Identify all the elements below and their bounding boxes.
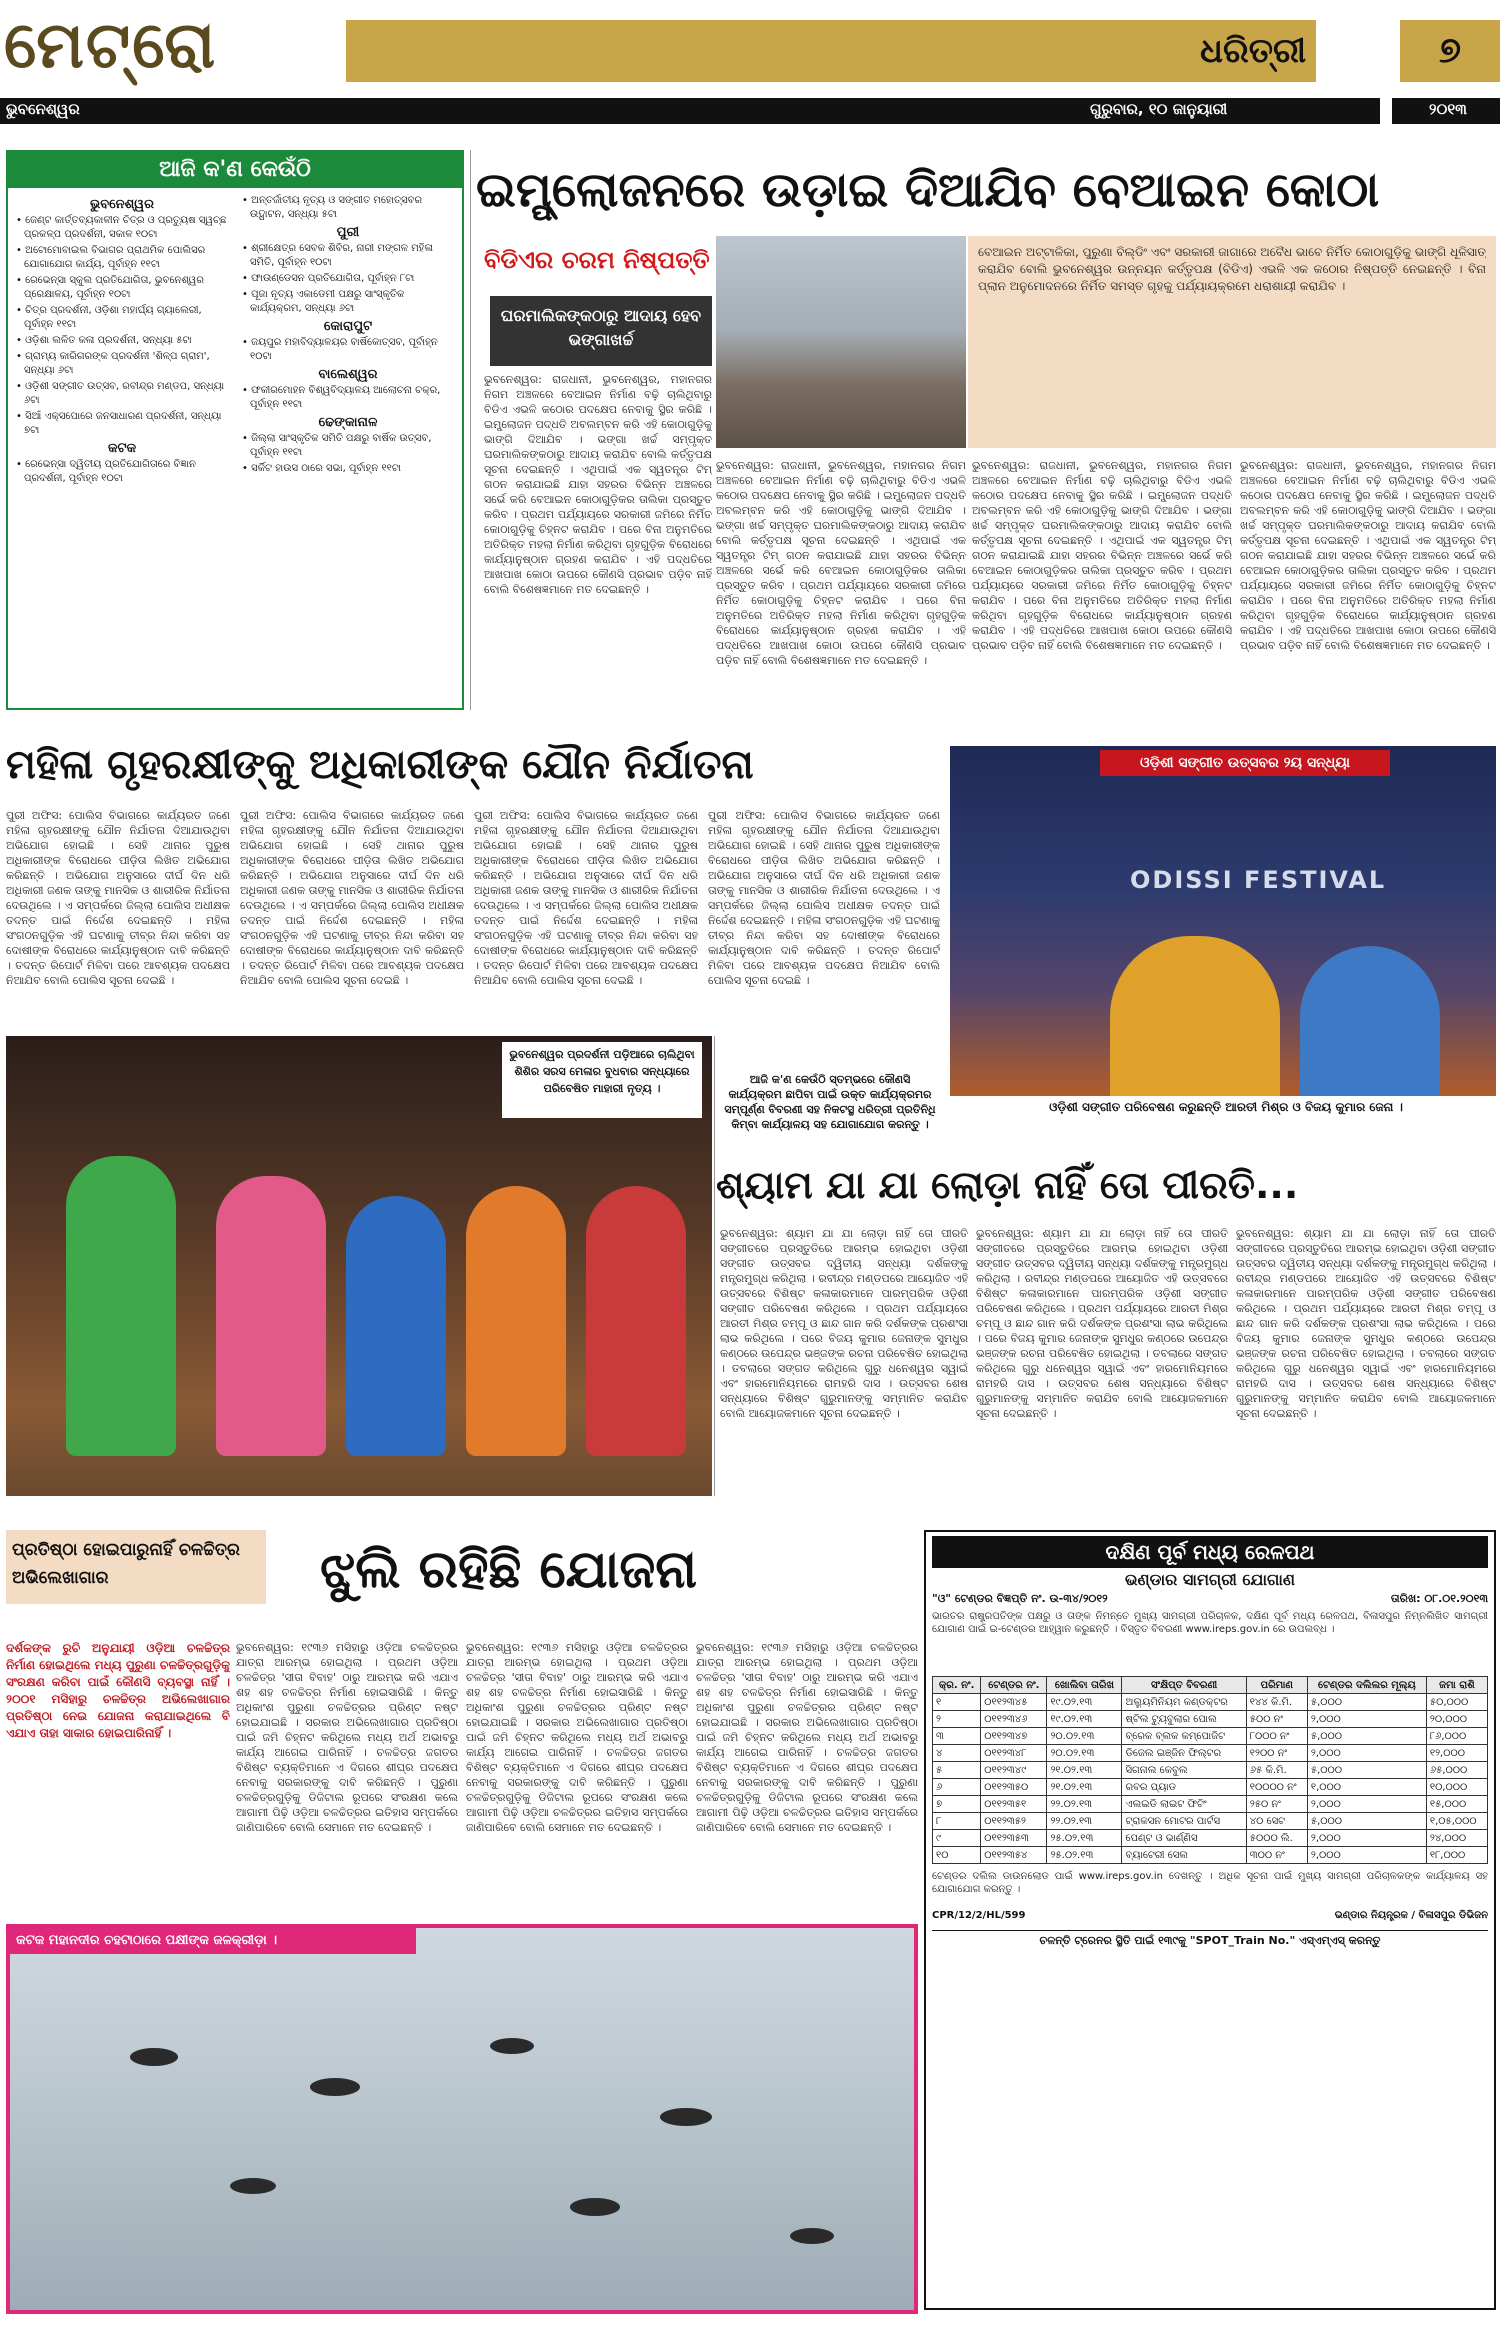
notice-box [716,1070,944,1160]
lead-photo-building [716,236,966,448]
tender-table [932,1676,1488,1864]
table-cell: ୧୦ [933,1847,981,1864]
lead-headline: ଇମ୍ପ୍ଲୋଜନରେ ଉଡ଼ାଇ ଦିଆଯିବ ବେଆଇନ କୋଠା [476,162,1380,218]
ad-tender-no: "ଓ" ଟେଣ୍ଡର ବିଜ୍ଞପ୍ତି ନଂ. ଉ-୩୪/୨୦୧୨ [932,1592,1108,1605]
ad-org: ଦକ୍ଷିଣ ପୂର୍ବ ମଧ୍ୟ ରେଳପଥ [932,1536,1488,1568]
birds-photo-caption: କଟକ ମହାନଦୀର ଚହଟାଠାରେ ପକ୍ଷୀଙ୍କ ଜଳକ୍ରୀଡ଼ା । [10,1928,416,1954]
ad-tender-date: ତାରିଖ: ୦୮.୦୧.୨୦୧୩ [1390,1592,1488,1605]
events-list-item: • ଓଡ଼ିଶା ଲଳିତ କଳା ପ୍ରଦର୍ଶନୀ, ସନ୍ଧ୍ୟା ୫ଟା [16,335,192,346]
table-cell: ୨୦,୦୦୦ [1426,1711,1487,1728]
table-cell: ୭ [933,1796,981,1813]
birds-photo [6,1924,918,2314]
table-cell: ୦୧୧୨୩୪୫ [981,1694,1047,1711]
table-cell: ୩ [933,1728,981,1745]
events-list-item: • ଚିତ୍ର ପ୍ରଦର୍ଶନୀ, ଓଡ଼ିଶା ମହାର୍ଘ୍ୟ ଗ୍ୟାଲେରୀ, ପୂର୍ବାହ୍ନ ୧୧ଟା [16,305,202,330]
dance-photo [6,1036,712,1496]
table-cell: ୧,୦୫,୦୦୦ [1426,1813,1487,1830]
table-cell: ୧ [933,1694,981,1711]
table-cell: ୦୧୧୨୩୫୧ [981,1796,1047,1813]
events-list-item: • ଫାଉଣ୍ଡେସନ ପ୍ରତିଯୋଗିତା, ପୂର୍ବାହ୍ନ ୮ଟା [242,273,415,284]
events-sidebar [6,150,464,710]
events-sidebar-body [8,188,462,492]
table-cell: ୧୯.୦୨.୧୩ [1047,1711,1122,1728]
lead-body-col-4: ଭୁବନେଶ୍ୱର: ରାଜଧାନୀ, ଭୁବନେଶ୍ୱର, ମହାନଗର ନିଗମ ଅଞ୍ଚଳରେ ବେଆଇନ ନିର୍ମାଣ ବଢ଼ି ଚାଲିଥିବାରୁ ବିଡିଏ ଏଭଳି କଠୋର ପଦକ୍ଷେପ ନେବାକୁ ସ୍ଥିର କରିଛି । ଇମ୍ପ୍ଲୋଜନ ପଦ୍ଧତି ଅବଲମ୍ବନ କରି ଏହି କୋଠାଗୁଡ଼ିକୁ ଭାଙ୍ଗି ଦିଆଯିବ । ଭଙ୍ଗା ଖର୍ଚ୍ଚ ସମ୍ପୃକ୍ତ ଘରମାଲିକଙ୍କଠାରୁ ଆଦାୟ କରାଯିବ ବୋଲି କର୍ତ୍ତୃପକ୍ଷ ସୂଚନା ଦେଇଛନ୍ତି । ଏଥିପାଇଁ ଏକ ସ୍ୱତନ୍ତ୍ର ଟିମ୍ ଗଠନ କରାଯାଇଛି ଯାହା ସହରର ବିଭିନ୍ନ ଅଞ୍ଚଳରେ ସର୍ଭେ କରି ବେଆଇନ କୋଠାଗୁଡ଼ିକର ତାଲିକା ପ୍ରସ୍ତୁତ କରିବ । ପ୍ରଥମ ପର୍ଯ୍ୟାୟରେ ସରକାରୀ ଜମିରେ ନିର୍ମିତ କୋଠାଗୁଡ଼ିକୁ ଚିହ୍ନଟ କରାଯିବ । ପରେ ବିନା ଅନୁମତିରେ ଅତିରିକ୍ତ ମହଲା ନିର୍ମାଣ କରିଥିବା ଗୃହଗୁଡ଼ିକ ବିରୋଧରେ କାର୍ଯ୍ୟାନୁଷ୍ଠାନ ଗ୍ରହଣ କରାଯିବ । ଏହି ପଦ୍ଧତିରେ ଆଖପାଖ କୋଠା ଉପରେ କୌଣସି ପ୍ରଭାବ ପଡ଼ିବ ନାହିଁ ବୋଲି ବିଶେଷଜ୍ଞମାନେ ମତ ଦେଇଛନ୍ତି । [1240,459,1496,652]
story3-headline: ଶ୍ୟାମ ଯା ଯା ଲୋଡ଼ା ନାହିଁ ତୋ ପୀରତି... [716,1163,1299,1207]
table-cell: ୫୦୦୦ ଲି. [1246,1830,1307,1847]
table-cell: ୧୪୪ କି.ମି. [1246,1694,1307,1711]
bird-4 [660,2108,712,2126]
table-cell: ୦୧୧୨୩୪୭ [981,1728,1047,1745]
table-row [933,1694,1488,1711]
table-cell: ୮୦୦୦ ନଂ [1246,1728,1307,1745]
story2-body-col-1: ପୁରୀ ଅଫିସ: ପୋଲିସ ବିଭାଗରେ କାର୍ଯ୍ୟରତ ଜଣେ ମହିଳା ଗୃହରକ୍ଷୀଙ୍କୁ ଯୌନ ନିର୍ଯାତନା ଦିଆଯାଉଥିବା ଅଭିଯୋଗ ହୋଇଛି । ସେହି ଥାନାର ପୁରୁଷ ଅଧିକାରୀଙ୍କ ବିରୋଧରେ ପୀଡ଼ିତା ଲିଖିତ ଅଭିଯୋଗ କରିଛନ୍ତି । ଅଭିଯୋଗ ଅନୁସାରେ ଦୀର୍ଘ ଦିନ ଧରି ଅଧିକାରୀ ଜଣକ ତାଙ୍କୁ ମାନସିକ ଓ ଶାରୀରିକ ନିର୍ଯାତନା ଦେଉଥିଲେ । ଏ ସମ୍ପର୍କରେ ଜିଲ୍ଲା ପୋଲିସ ଅଧୀକ୍ଷକ ତଦନ୍ତ ପାଇଁ ନିର୍ଦ୍ଦେଶ ଦେଇଛନ୍ତି । ମହିଳା ସଂଗଠନଗୁଡ଼ିକ ଏହି ଘଟଣାକୁ ତୀବ୍ର ନିନ୍ଦା କରିବା ସହ ଦୋଷୀଙ୍କ ବିରୋଧରେ କାର୍ଯ୍ୟାନୁଷ୍ଠାନ ଦାବି କରିଛନ୍ତି । ତଦନ୍ତ ରିପୋର୍ଟ ମିଳିବା ପରେ ଆବଶ୍ୟକ ପଦକ୍ଷେପ ନିଆଯିବ ବୋଲି ପୋଲିସ ସୂଚନା ଦେଇଛି । [6,809,230,987]
table-cell: ଡିଜେଲ ଇଞ୍ଜିନ ଫିଲ୍ଟର [1122,1745,1246,1762]
story4-headline: ଝୁଲି ରହିଛି ଯୋଜନା [320,1540,698,1600]
ad-signature: ଭଣ୍ଡାର ନିୟନ୍ତ୍ରକ / ବିଳାସପୁର ଡିଭିଜନ [1334,1910,1488,1921]
table-cell: ୨୫୦ ନଂ [1246,1796,1307,1813]
table-cell: ୮୬,୦୦୦ [1426,1728,1487,1745]
bird-2 [310,2078,360,2096]
music-photo-banner: ODISSI FESTIVAL [1130,866,1387,894]
story2-body-col-4: ପୁରୀ ଅଫିସ: ପୋଲିସ ବିଭାଗରେ କାର୍ଯ୍ୟରତ ଜଣେ ମହିଳା ଗୃହରକ୍ଷୀଙ୍କୁ ଯୌନ ନିର୍ଯାତନା ଦିଆଯାଉଥିବା ଅଭିଯୋଗ ହୋଇଛି । ସେହି ଥାନାର ପୁରୁଷ ଅଧିକାରୀଙ୍କ ବିରୋଧରେ ପୀଡ଼ିତା ଲିଖିତ ଅଭିଯୋଗ କରିଛନ୍ତି । ଅଭିଯୋଗ ଅନୁସାରେ ଦୀର୍ଘ ଦିନ ଧରି ଅଧିକାରୀ ଜଣକ ତାଙ୍କୁ ମାନସିକ ଓ ଶାରୀରିକ ନିର୍ଯାତନା ଦେଉଥିଲେ । ଏ ସମ୍ପର୍କରେ ଜିଲ୍ଲା ପୋଲିସ ଅଧୀକ୍ଷକ ତଦନ୍ତ ପାଇଁ ନିର୍ଦ୍ଦେଶ ଦେଇଛନ୍ତି । ମହିଳା ସଂଗଠନଗୁଡ଼ିକ ଏହି ଘଟଣାକୁ ତୀବ୍ର ନିନ୍ଦା କରିବା ସହ ଦୋଷୀଙ୍କ ବିରୋଧରେ କାର୍ଯ୍ୟାନୁଷ୍ଠାନ ଦାବି କରିଛନ୍ତି । ତଦନ୍ତ ରିପୋର୍ଟ ମିଳିବା ପରେ ଆବଶ୍ୟକ ପଦକ୍ଷେପ ନିଆଯିବ ବୋଲି ପୋଲିସ ସୂଚନା ଦେଇଛି । [708,809,940,987]
table-header-cell: ପରିମାଣ [1246,1677,1307,1694]
table-row [933,1728,1488,1745]
lead-body-col-3: ଭୁବନେଶ୍ୱର: ରାଜଧାନୀ, ଭୁବନେଶ୍ୱର, ମହାନଗର ନିଗମ ଅଞ୍ଚଳରେ ବେଆଇନ ନିର୍ମାଣ ବଢ଼ି ଚାଲିଥିବାରୁ ବିଡିଏ ଏଭଳି କଠୋର ପଦକ୍ଷେପ ନେବାକୁ ସ୍ଥିର କରିଛି । ଇମ୍ପ୍ଲୋଜନ ପଦ୍ଧତି ଅବଲମ୍ବନ କରି ଏହି କୋଠାଗୁଡ଼ିକୁ ଭାଙ୍ଗି ଦିଆଯିବ । ଭଙ୍ଗା ଖର୍ଚ୍ଚ ସମ୍ପୃକ୍ତ ଘରମାଲିକଙ୍କଠାରୁ ଆଦାୟ କରାଯିବ ବୋଲି କର୍ତ୍ତୃପକ୍ଷ ସୂଚନା ଦେଇଛନ୍ତି । ଏଥିପାଇଁ ଏକ ସ୍ୱତନ୍ତ୍ର ଟିମ୍ ଗଠନ କରାଯାଇଛି ଯାହା ସହରର ବିଭିନ୍ନ ଅଞ୍ଚଳରେ ସର୍ଭେ କରି ବେଆଇନ କୋଠାଗୁଡ଼ିକର ତାଲିକା ପ୍ରସ୍ତୁତ କରିବ । ପ୍ରଥମ ପର୍ଯ୍ୟାୟରେ ସରକାରୀ ଜମିରେ ନିର୍ମିତ କୋଠାଗୁଡ଼ିକୁ ଚିହ୍ନଟ କରାଯିବ । ପରେ ବିନା ଅନୁମତିରେ ଅତିରିକ୍ତ ମହଲା ନିର୍ମାଣ କରିଥିବା ଗୃହଗୁଡ଼ିକ ବିରୋଧରେ କାର୍ଯ୍ୟାନୁଷ୍ଠାନ ଗ୍ରହଣ କରାଯିବ । ଏହି ପଦ୍ଧତିରେ ଆଖପାଖ କୋଠା ଉପରେ କୌଣସି ପ୍ରଭାବ ପଡ଼ିବ ନାହିଁ ବୋଲି ବିଶେଷଜ୍ଞମାନେ ମତ ଦେଇଛନ୍ତି । [972,459,1232,652]
events-section-heading: କୋରାପୁଟ [323,319,373,334]
table-cell: ୦୧୧୨୩୫୩ [981,1830,1047,1847]
column-divider [714,1036,715,1496]
dancer-5 [586,1186,686,1456]
events-list-item: • ଗ୍ରାମ୍ୟ କାରିଗରଙ୍କ ପ୍ରଦର୍ଶନୀ 'ଶିଳ୍ପ ଗ୍ରାମ', ସନ୍ଧ୍ୟା ୬ଟା [16,351,210,376]
dance-photo-caption: ଭୁବନେଶ୍ୱର ପ୍ରଦର୍ଶନୀ ପଡ଼ିଆରେ ଚାଲିଥିବା ଶିଶିର ସରସ ମେଳାର ବୁଧବାର ସନ୍ଧ୍ୟାରେ ପରିବେଷିତ ମାହାରୀ ନୃତ୍ୟ । [502,1042,702,1118]
table-cell: ୦୧୧୨୩୫୪ [981,1847,1047,1864]
table-cell: ଅଲ୍ୟୁମିନିୟମ କଣ୍ଡକ୍ଟର [1122,1694,1246,1711]
table-cell: ୨୪,୦୦୦ [1426,1830,1487,1847]
table-cell: ୬ [933,1779,981,1796]
lead-kicker: ବିଡିଏର ଚରମ ନିଷ୍ପତ୍ତି [484,246,710,274]
table-header-cell: ଖୋଲିବା ତାରିଖ [1047,1677,1122,1694]
table-cell: ୨୫.୦୨.୧୩ [1047,1847,1122,1864]
events-list-item: • ସିଆଁ ଏକ୍ସପୋରେ ଜନସାଧାରଣ ପ୍ରଦର୍ଶନୀ, ସନ୍ଧ୍ୟା ୭ଟା [16,411,222,436]
ad-tagline: ଚଳନ୍ତି ଟ୍ରେନର ସ୍ଥିତି ପାଇଁ ୧୩୯କୁ "SPOT_Train No." ଏସ୍ଏମ୍ଏସ୍ କରନ୍ତୁ [932,1930,1488,1948]
table-cell: ୧୦,୦୦୦ [1426,1779,1487,1796]
masthead-logo: ମେଟ୍ରୋ [4,8,218,83]
table-cell: ୪୦ ସେଟ [1246,1813,1307,1830]
table-cell: ୫,୦୦୦ [1307,1728,1426,1745]
table-cell: ୧୦୦୦୦ ନଂ [1246,1779,1307,1796]
table-cell: ୫ [933,1762,981,1779]
section-title: ଧରିତ୍ରୀ [1200,31,1307,71]
events-list-item: • ଶ୍ରୀକ୍ଷେତ୍ର ସେବକ ଶିବିର, ନାରୀ ମଙ୍ଗଳ ମହିଳା ସମିତି, ପୂର୍ବାହ୍ନ ୧୦ଟା [242,243,433,268]
events-section-heading: ଢେଙ୍କାନାଳ [318,415,378,430]
events-list-item: • ପୂଜା ନୃତ୍ୟ ଏକାଡେମୀ ପକ୍ଷରୁ ସାଂସ୍କୃତିକ କାର୍ଯ୍ୟକ୍ରମ, ସନ୍ଧ୍ୟା ୬ଟା [242,289,405,314]
story3-body-col-1: ଭୁବନେଶ୍ୱର: ଶ୍ୟାମ ଯା ଯା ଲୋଡ଼ା ନାହିଁ ତୋ ପୀରତି ସଙ୍ଗୀତରେ ପ୍ରସ୍ତୁତିରେ ଆରମ୍ଭ ହୋଇଥିବା ଓଡ଼ିଶୀ ସଙ୍ଗୀତ ଉତ୍ସବର ଦ୍ୱିତୀୟ ସନ୍ଧ୍ୟା ଦର୍ଶକଙ୍କୁ ମନ୍ତ୍ରମୁଗ୍ଧ କରିଥିଲା । ରବୀନ୍ଦ୍ର ମଣ୍ଡପରେ ଆୟୋଜିତ ଏହି ଉତ୍ସବରେ ବିଶିଷ୍ଟ କଳାକାରମାନେ ପାରମ୍ପରିକ ଓଡ଼ିଶୀ ସଙ୍ଗୀତ ପରିବେଷଣ କରିଥିଲେ । ପ୍ରଥମ ପର୍ଯ୍ୟାୟରେ ଆରତୀ ମିଶ୍ର ଚମ୍ପୂ ଓ ଛାନ୍ଦ ଗାନ କରି ଦର୍ଶକଙ୍କ ପ୍ରଶଂସା ଲାଭ କରିଥିଲେ । ପରେ ବିଜୟ କୁମାର ଜେନାଙ୍କ ସୁମଧୁର କଣ୍ଠରେ ଉପେନ୍ଦ୍ର ଭଞ୍ଜଙ୍କ ରଚନା ପରିବେଷିତ ହୋଇଥିଲା । ତବଲାରେ ସଙ୍ଗତ କରିଥିଲେ ଗୁରୁ ଧନେଶ୍ୱର ସ୍ୱାଇଁ ଏବଂ ହାରମୋନିୟମରେ ରାମହରି ଦାସ । ଉତ୍ସବର ଶେଷ ସନ୍ଧ୍ୟାରେ ବିଶିଷ୍ଟ ଗୁରୁମାନଙ୍କୁ ସମ୍ମାନିତ କରାଯିବ ବୋଲି ଆୟୋଜକମାନେ ସୂଚନା ଦେଇଛନ୍ତି । [720,1227,968,1420]
table-cell: ୨ [933,1711,981,1728]
table-cell: ୨,୦୦୦ [1307,1830,1426,1847]
story3-body-col-3: ଭୁବନେଶ୍ୱର: ଶ୍ୟାମ ଯା ଯା ଲୋଡ଼ା ନାହିଁ ତୋ ପୀରତି ସଙ୍ଗୀତରେ ପ୍ରସ୍ତୁତିରେ ଆରମ୍ଭ ହୋଇଥିବା ଓଡ଼ିଶୀ ସଙ୍ଗୀତ ଉତ୍ସବର ଦ୍ୱିତୀୟ ସନ୍ଧ୍ୟା ଦର୍ଶକଙ୍କୁ ମନ୍ତ୍ରମୁଗ୍ଧ କରିଥିଲା । ରବୀନ୍ଦ୍ର ମଣ୍ଡପରେ ଆୟୋଜିତ ଏହି ଉତ୍ସବରେ ବିଶିଷ୍ଟ କଳାକାରମାନେ ପାରମ୍ପରିକ ଓଡ଼ିଶୀ ସଙ୍ଗୀତ ପରିବେଷଣ କରିଥିଲେ । ପ୍ରଥମ ପର୍ଯ୍ୟାୟରେ ଆରତୀ ମିଶ୍ର ଚମ୍ପୂ ଓ ଛାନ୍ଦ ଗାନ କରି ଦର୍ଶକଙ୍କ ପ୍ରଶଂସା ଲାଭ କରିଥିଲେ । ପରେ ବିଜୟ କୁମାର ଜେନାଙ୍କ ସୁମଧୁର କଣ୍ଠରେ ଉପେନ୍ଦ୍ର ଭଞ୍ଜଙ୍କ ରଚନା ପରିବେଷିତ ହୋଇଥିଲା । ତବଲାରେ ସଙ୍ଗତ କରିଥିଲେ ଗୁରୁ ଧନେଶ୍ୱର ସ୍ୱାଇଁ ଏବଂ ହାରମୋନିୟମରେ ରାମହରି ଦାସ । ଉତ୍ସବର ଶେଷ ସନ୍ଧ୍ୟାରେ ବିଶିଷ୍ଟ ଗୁରୁମାନଙ୍କୁ ସମ୍ମାନିତ କରାଯିବ ବୋଲି ଆୟୋଜକମାନେ ସୂଚନା ଦେଇଛନ୍ତି । [1236,1227,1496,1420]
table-cell: ୦୧୧୨୩୪୯ [981,1762,1047,1779]
story4-body-col-2: ଭୁବନେଶ୍ୱର: ୧୯୩୬ ମସିହାରୁ ଓଡ଼ିଆ ଚଳଚ୍ଚିତ୍ରର ଯାତ୍ରା ଆରମ୍ଭ ହୋଇଥିଲା । ପ୍ରଥମ ଓଡ଼ିଆ ଚଳଚ୍ଚିତ୍ର 'ସୀତା ବିବାହ' ଠାରୁ ଆରମ୍ଭ କରି ଏଯାଏ ଶହ ଶହ ଚଳଚ୍ଚିତ୍ର ନିର୍ମାଣ ହୋଇସାରିଛି । କିନ୍ତୁ ଅଧିକାଂଶ ପୁରୁଣା ଚଳଚ୍ଚିତ୍ରର ପ୍ରିଣ୍ଟ ନଷ୍ଟ ହୋଇଯାଇଛି । ସରକାର ଅଭିଲେଖାଗାର ପ୍ରତିଷ୍ଠା ପାଇଁ ଜମି ଚିହ୍ନଟ କରିଥିଲେ ମଧ୍ୟ ଅର୍ଥ ଅଭାବରୁ କାର୍ଯ୍ୟ ଆଗେଇ ପାରିନାହିଁ । ଚଳଚ୍ଚିତ୍ର ଜଗତର ବିଶିଷ୍ଟ ବ୍ୟକ୍ତିମାନେ ଏ ଦିଗରେ ଶୀଘ୍ର ପଦକ୍ଷେପ ନେବାକୁ ସରକାରଙ୍କୁ ଦାବି କରିଛନ୍ତି । ପୁରୁଣା ଚଳଚ୍ଚିତ୍ରଗୁଡ଼ିକୁ ଡିଜିଟାଲ ରୂପରେ ସଂରକ୍ଷଣ କଲେ ଆଗାମୀ ପିଢ଼ି ଓଡ଼ିଆ ଚଳଚ୍ଚିତ୍ରର ଇତିହାସ ସମ୍ପର୍କରେ ଜାଣିପାରିବେ ବୋଲି ସେମାନେ ମତ ଦେଇଛନ୍ତି । [466,1641,688,1834]
table-cell: ୦୧୧୨୩୪୬ [981,1711,1047,1728]
singer-figure-right [1300,946,1440,1096]
table-cell: ଷ୍ଟିଲ ଟ୍ୟୁବୁଲାର ପୋଲ [1122,1711,1246,1728]
dancer-2 [216,1176,326,1456]
lead-intro-box [968,236,1496,448]
table-cell: ୫୦୦ ନଂ [1246,1711,1307,1728]
events-section-heading: ପୁରୀ [336,225,360,240]
table-cell: ୨୦.୦୨.୧୩ [1047,1728,1122,1745]
column-divider [470,150,471,710]
notice-text: ଆଜି କ'ଣ କେଉଁଠି ସ୍ତମ୍ଭରେ କୌଣସି କାର୍ଯ୍ୟକ୍ରମ ଛାପିବା ପାଇଁ ଉକ୍ତ କାର୍ଯ୍ୟକ୍ରମର ସମ୍ପୂର୍ଣ୍ଣ ବିବରଣୀ ସହ ନିକଟସ୍ଥ ଧରିତ୍ରୀ ପ୍ରତିନିଧି କିମ୍ବା କାର୍ଯ୍ୟାଳୟ ସହ ଯୋଗାଯୋଗ କରନ୍ତୁ । [724,1073,936,1131]
events-sidebar-title: ଆଜି କ'ଣ କେଉଁଠି [8,152,462,188]
table-cell: ଟ୍ରାକସନ ମୋଟର ପାର୍ଟସ [1122,1813,1246,1830]
table-cell: ୨,୦୦୦ [1307,1796,1426,1813]
table-cell: ୬୫ କି.ମି. [1246,1762,1307,1779]
table-cell: ୯ [933,1830,981,1847]
lead-body-col-2: ଭୁବନେଶ୍ୱର: ରାଜଧାନୀ, ଭୁବନେଶ୍ୱର, ମହାନଗର ନିଗମ ଅଞ୍ଚଳରେ ବେଆଇନ ନିର୍ମାଣ ବଢ଼ି ଚାଲିଥିବାରୁ ବିଡିଏ ଏଭଳି କଠୋର ପଦକ୍ଷେପ ନେବାକୁ ସ୍ଥିର କରିଛି । ଇମ୍ପ୍ଲୋଜନ ପଦ୍ଧତି ଅବଲମ୍ବନ କରି ଏହି କୋଠାଗୁଡ଼ିକୁ ଭାଙ୍ଗି ଦିଆଯିବ । ଭଙ୍ଗା ଖର୍ଚ୍ଚ ସମ୍ପୃକ୍ତ ଘରମାଲିକଙ୍କଠାରୁ ଆଦାୟ କରାଯିବ ବୋଲି କର୍ତ୍ତୃପକ୍ଷ ସୂଚନା ଦେଇଛନ୍ତି । ଏଥିପାଇଁ ଏକ ସ୍ୱତନ୍ତ୍ର ଟିମ୍ ଗଠନ କରାଯାଇଛି ଯାହା ସହରର ବିଭିନ୍ନ ଅଞ୍ଚଳରେ ସର୍ଭେ କରି ବେଆଇନ କୋଠାଗୁଡ଼ିକର ତାଲିକା ପ୍ରସ୍ତୁତ କରିବ । ପ୍ରଥମ ପର୍ଯ୍ୟାୟରେ ସରକାରୀ ଜମିରେ ନିର୍ମିତ କୋଠାଗୁଡ଼ିକୁ ଚିହ୍ନଟ କରାଯିବ । ପରେ ବିନା ଅନୁମତିରେ ଅତିରିକ୍ତ ମହଲା ନିର୍ମାଣ କରିଥିବା ଗୃହଗୁଡ଼ିକ ବିରୋଧରେ କାର୍ଯ୍ୟାନୁଷ୍ଠାନ ଗ୍ରହଣ କରାଯିବ । ଏହି ପଦ୍ଧତିରେ ଆଖପାଖ କୋଠା ଉପରେ କୌଣସି ପ୍ରଭାବ ପଡ଼ିବ ନାହିଁ ବୋଲି ବିଶେଷଜ୍ଞମାନେ ମତ ଦେଇଛନ୍ତି । [716,459,966,667]
table-cell: ୬୫,୦୦୦ [1426,1762,1487,1779]
events-list-item: • ଜୟପୁର ମହାବିଦ୍ୟାଳୟର ବାର୍ଷିକୋତ୍ସବ, ପୂର୍ବାହ୍ନ ୧୦ଟା [242,337,438,362]
lead-body-col-1: ଭୁବନେଶ୍ୱର: ରାଜଧାନୀ, ଭୁବନେଶ୍ୱର, ମହାନଗର ନିଗମ ଅଞ୍ଚଳରେ ବେଆଇନ ନିର୍ମାଣ ବଢ଼ି ଚାଲିଥିବାରୁ ବିଡିଏ ଏଭଳି କଠୋର ପଦକ୍ଷେପ ନେବାକୁ ସ୍ଥିର କରିଛି । ଇମ୍ପ୍ଲୋଜନ ପଦ୍ଧତି ଅବଲମ୍ବନ କରି ଏହି କୋଠାଗୁଡ଼ିକୁ ଭାଙ୍ଗି ଦିଆଯିବ । ଭଙ୍ଗା ଖର୍ଚ୍ଚ ସମ୍ପୃକ୍ତ ଘରମାଲିକଙ୍କଠାରୁ ଆଦାୟ କରାଯିବ ବୋଲି କର୍ତ୍ତୃପକ୍ଷ ସୂଚନା ଦେଇଛନ୍ତି । ଏଥିପାଇଁ ଏକ ସ୍ୱତନ୍ତ୍ର ଟିମ୍ ଗଠନ କରାଯାଇଛି ଯାହା ସହରର ବିଭିନ୍ନ ଅଞ୍ଚଳରେ ସର୍ଭେ କରି ବେଆଇନ କୋଠାଗୁଡ଼ିକର ତାଲିକା ପ୍ରସ୍ତୁତ କରିବ । ପ୍ରଥମ ପର୍ଯ୍ୟାୟରେ ସରକାରୀ ଜମିରେ ନିର୍ମିତ କୋଠାଗୁଡ଼ିକୁ ଚିହ୍ନଟ କରାଯିବ । ପରେ ବିନା ଅନୁମତିରେ ଅତିରିକ୍ତ ମହଲା ନିର୍ମାଣ କରିଥିବା ଗୃହଗୁଡ଼ିକ ବିରୋଧରେ କାର୍ଯ୍ୟାନୁଷ୍ଠାନ ଗ୍ରହଣ କରାଯିବ । ଏହି ପଦ୍ଧତିରେ ଆଖପାଖ କୋଠା ଉପରେ କୌଣସି ପ୍ରଭାବ ପଡ଼ିବ ନାହିଁ ବୋଲି ବିଶେଷଜ୍ଞମାନେ ମତ ଦେଇଛନ୍ତି । [484,373,712,596]
dateline-date: ଗୁରୁବାର, ୧୦ ଜାନୁୟାରୀ [1090,100,1228,118]
table-cell: ୨୨.୦୨.୧୩ [1047,1813,1122,1830]
section-bar [346,20,1316,82]
events-section-heading: ବାଲେଶ୍ୱର [318,367,378,382]
dateline-year: ୨୦୧୩ [1429,100,1467,118]
table-cell: ୨୨.୦୨.୧୩ [1047,1796,1122,1813]
table-cell: ୦୧୧୨୩୫୨ [981,1813,1047,1830]
table-row [933,1813,1488,1830]
events-list-item: • ଫକୀରମୋହନ ବିଶ୍ୱବିଦ୍ୟାଳୟ ଆଲୋଚନା ଚକ୍ର, ପୂର୍ବାହ୍ନ ୧୧ଟା [242,385,441,410]
table-cell: ୩୦୦ ନଂ [1246,1847,1307,1864]
story4-kicker: ପ୍ରତିଷ୍ଠା ହୋଇପାରୁନାହିଁ ଚଳଚ୍ଚିତ୍ର ଅଭିଲେଖାଗାର [6,1530,266,1604]
table-row [933,1779,1488,1796]
table-cell: ୨୦.୦୨.୧୩ [1047,1745,1122,1762]
table-cell: ୧,୦୦୦ [1307,1779,1426,1796]
story4-intro: ଦର୍ଶକଙ୍କ ରୁଚି ଅନୁଯାୟୀ ଓଡ଼ିଆ ଚଳଚ୍ଚିତ୍ର ନିର୍ମାଣ ହୋଇଥିଲେ ମଧ୍ୟ ପୁରୁଣା ଚଳଚ୍ଚିତ୍ରଗୁଡ଼ିକୁ ସଂରକ୍ଷଣ କରିବା ପାଇଁ କୌଣସି ବ୍ୟବସ୍ଥା ନାହିଁ । ୨୦୦୧ ମସିହାରୁ ଚଳଚ୍ଚିତ୍ର ଅଭିଲେଖାଗାର ପ୍ରତିଷ୍ଠା ନେଇ ଯୋଜନା କରାଯାଇଥିଲେ ବି ଏଯାଏ ତାହା ସାକାର ହୋଇପାରିନାହିଁ । [6,1641,230,1740]
table-header-cell: ଟେଣ୍ଡର ଦଲିଲର ମୂଲ୍ୟ [1307,1677,1426,1694]
table-cell: ୧୫,୦୦୦ [1426,1796,1487,1813]
lead-subhead: ଘରମାଲିକଙ୍କଠାରୁ ଆଦାୟ ହେବ ଭଙ୍ଗାଖର୍ଚ୍ଚ [490,296,712,366]
table-cell: ସିଗନାଲ କେବୁଲ [1122,1762,1246,1779]
ad-ref: CPR/12/2/HL/599 [932,1910,1026,1921]
bird-6 [570,2198,620,2216]
bird-1 [130,2048,178,2066]
table-row [933,1847,1488,1864]
music-photo-label: ଓଡ଼ିଶୀ ସଙ୍ଗୀତ ଉତ୍ସବର ୨ୟ ସନ୍ଧ୍ୟା [1100,750,1390,776]
events-list-item: • ଜିଲ୍ଲା ସାଂସ୍କୃତିକ ସମିତି ପକ୍ଷରୁ ବାର୍ଷିକ ଉତ୍ସବ, ପୂର୍ବାହ୍ନ ୧୧ଟା [242,433,432,458]
story2-headline: ମହିଳା ଗୃହରକ୍ଷୀଙ୍କୁ ଅଧିକାରୀଙ୍କ ଯୌନ ନିର୍ଯାତନା [6,742,754,788]
ad-intro: ଭାରତର ରାଷ୍ଟ୍ରପତିଙ୍କ ପକ୍ଷରୁ ଓ ତାଙ୍କ ନିମନ୍ତେ ମୁଖ୍ୟ ସାମଗ୍ରୀ ପରିଚାଳକ, ଦକ୍ଷିଣ ପୂର୍ବ ମଧ୍ୟ ରେଳପଥ, ବିଳାସପୁର ନିମ୍ନଲିଖିତ ସାମଗ୍ରୀ ଯୋଗାଣ ପାଇଁ ଇ-ଟେଣ୍ଡର ଆହ୍ୱାନ କରୁଛନ୍ତି । ବିସ୍ତୃତ ବିବରଣୀ www.ireps.gov.in ରେ ଉପଲବ୍ଧ । [932,1611,1488,1635]
table-cell: ୧୨,୦୦୦ [1426,1745,1487,1762]
table-cell: ଏଲଇଡି ଲାଇଟ ଫିଟିଂ [1122,1796,1246,1813]
events-list-item: • ଅନ୍ତର୍ଜାତୀୟ ନୃତ୍ୟ ଓ ସଙ୍ଗୀତ ମହୋତ୍ସବର ଉଦ୍ଘାଟନ, ସନ୍ଧ୍ୟା ୫ଟା [242,195,423,220]
dancer-4 [466,1186,566,1456]
table-header-cell: କ୍ର. ନଂ. [933,1677,981,1694]
table-cell: ବ୍ୟାଟେରୀ ସେଲ [1122,1847,1246,1864]
table-cell: ୧୮,୦୦୦ [1426,1847,1487,1864]
dancer-3 [346,1196,446,1456]
table-cell: ୮ [933,1813,981,1830]
events-list-item: • ରେଭେନ୍ସା ସ୍କୁଲ ପ୍ରତିଯୋଗିତା, ଭୁବନେଶ୍ୱର ପ୍ରେକ୍ଷାଳୟ, ପୂର୍ବାହ୍ନ ୧୦ଟା [16,275,204,300]
table-cell: ୨୧.୦୨.୧୩ [1047,1779,1122,1796]
ad-title: ଭଣ୍ଡାର ସାମଗ୍ରୀ ଯୋଗାଣ [1124,1570,1296,1589]
singer-figure-left [1110,936,1280,1096]
events-section-heading: କଟକ [107,441,137,456]
table-cell: ୦୧୧୨୩୪୮ [981,1745,1047,1762]
table-row [933,1830,1488,1847]
events-list-item: • ରେଭେନ୍ସା ଦ୍ୱିତୀୟ ପ୍ରତିଯୋଗିତାରେ ବିଜ୍ଞାନ ପ୍ରଦର୍ଶନୀ, ପୂର୍ବାହ୍ନ ୧୦ଟା [16,459,196,484]
railway-tender-ad [924,1530,1496,2310]
table-header-cell: ଜମା ରାଶି [1426,1677,1487,1694]
table-cell: ବ୍ରେକ ବ୍ଲକ କମ୍ପୋଜିଟ [1122,1728,1246,1745]
table-row [933,1711,1488,1728]
events-list-item: • ଅଟୋମୋବାଇଲ ବିଭାଗର ପ୍ରାଥମିକ ପୋଲିସର ଯୋଗାଯୋଗ କାର୍ଯ୍ୟ, ପୂର୍ବାହ୍ନ ୧୧ଟା [16,245,206,270]
music-photo [950,746,1496,1096]
bird-5 [230,2178,276,2194]
events-list-item: • ଜେଣ୍ଟ କାର୍ତ୍ତବ୍ୟକାଳୀନ ଚିତ୍ର ଓ ପ୍ରତ୍ୟୁଷ ସ୍ୱଚ୍ଛ ପ୍ରକଳ୍ପ ପ୍ରଦର୍ଶନୀ, ସକାଳ ୧୦ଟା [16,215,227,240]
table-cell: ୫୦,୦୦୦ [1426,1694,1487,1711]
table-cell: ୫,୦୦୦ [1307,1694,1426,1711]
events-list-item: • ଓଡ଼ିଶୀ ସଙ୍ଗୀତ ଉତ୍ସବ, ରବୀନ୍ଦ୍ର ମଣ୍ଡପ, ସନ୍ଧ୍ୟା ୬ଟା [16,381,225,406]
table-row [933,1745,1488,1762]
table-cell: ୨,୦୦୦ [1307,1711,1426,1728]
table-cell: ୨,୦୦୦ [1307,1847,1426,1864]
table-cell: ୫,୦୦୦ [1307,1762,1426,1779]
table-cell: ୧୯.୦୨.୧୩ [1047,1694,1122,1711]
table-cell: ୨୧.୦୨.୧୩ [1047,1762,1122,1779]
bird-3 [490,2038,534,2054]
lead-intro: ବେଆଇନ ଅଟ୍ଟାଳିକା, ପୁରୁଣା ବିଲ୍ଡିଂ ଏବଂ ସରକାରୀ ଜାଗାରେ ଅବୈଧ ଭାବେ ନିର୍ମିତ କୋଠାଗୁଡ଼ିକୁ ଭାଙ୍ଗି ଧୂଳିସାତ୍ କରାଯିବ ବୋଲି ଭୁବନେଶ୍ୱର ଉନ୍ନୟନ କର୍ତ୍ତୃପକ୍ଷ (ବିଡିଏ) ଏଭଳି ଏକ କଠୋର ନିଷ୍ପତ୍ତି ନେଇଛନ୍ତି । ବିନା ପ୍ଲାନ ଅନୁମୋଦନରେ ନିର୍ମିତ ସମସ୍ତ ଗୃହକୁ ପର୍ଯ୍ୟାୟକ୍ରମେ ଧରାଶାୟୀ କରାଯିବ । [978,245,1486,293]
story4-body-col-1: ଭୁବନେଶ୍ୱର: ୧୯୩୬ ମସିହାରୁ ଓଡ଼ିଆ ଚଳଚ୍ଚିତ୍ରର ଯାତ୍ରା ଆରମ୍ଭ ହୋଇଥିଲା । ପ୍ରଥମ ଓଡ଼ିଆ ଚଳଚ୍ଚିତ୍ର 'ସୀତା ବିବାହ' ଠାରୁ ଆରମ୍ଭ କରି ଏଯାଏ ଶହ ଶହ ଚଳଚ୍ଚିତ୍ର ନିର୍ମାଣ ହୋଇସାରିଛି । କିନ୍ତୁ ଅଧିକାଂଶ ପୁରୁଣା ଚଳଚ୍ଚିତ୍ରର ପ୍ରିଣ୍ଟ ନଷ୍ଟ ହୋଇଯାଇଛି । ସରକାର ଅଭିଲେଖାଗାର ପ୍ରତିଷ୍ଠା ପାଇଁ ଜମି ଚିହ୍ନଟ କରିଥିଲେ ମଧ୍ୟ ଅର୍ଥ ଅଭାବରୁ କାର୍ଯ୍ୟ ଆଗେଇ ପାରିନାହିଁ । ଚଳଚ୍ଚିତ୍ର ଜଗତର ବିଶିଷ୍ଟ ବ୍ୟକ୍ତିମାନେ ଏ ଦିଗରେ ଶୀଘ୍ର ପଦକ୍ଷେପ ନେବାକୁ ସରକାରଙ୍କୁ ଦାବି କରିଛନ୍ତି । ପୁରୁଣା ଚଳଚ୍ଚିତ୍ରଗୁଡ଼ିକୁ ଡିଜିଟାଲ ରୂପରେ ସଂରକ୍ଷଣ କଲେ ଆଗାମୀ ପିଢ଼ି ଓଡ଼ିଆ ଚଳଚ୍ଚିତ୍ରର ଇତିହାସ ସମ୍ପର୍କରେ ଜାଣିପାରିବେ ବୋଲି ସେମାନେ ମତ ଦେଇଛନ୍ତି । [236,1641,458,1834]
table-cell: ୧୨୦୦ ନଂ [1246,1745,1307,1762]
events-list-item: • ସର୍କିଟ ହାଉସ ଠାରେ ସଭା, ପୂର୍ବାହ୍ନ ୧୧ଟା [242,463,402,474]
table-row [933,1762,1488,1779]
dancer-1 [66,1156,176,1456]
table-cell: ୦୧୧୨୩୫୦ [981,1779,1047,1796]
bird-7 [790,2228,834,2244]
table-cell: ୪ [933,1745,981,1762]
story4-body-col-3: ଭୁବନେଶ୍ୱର: ୧୯୩୬ ମସିହାରୁ ଓଡ଼ିଆ ଚଳଚ୍ଚିତ୍ରର ଯାତ୍ରା ଆରମ୍ଭ ହୋଇଥିଲା । ପ୍ରଥମ ଓଡ଼ିଆ ଚଳଚ୍ଚିତ୍ର 'ସୀତା ବିବାହ' ଠାରୁ ଆରମ୍ଭ କରି ଏଯାଏ ଶହ ଶହ ଚଳଚ୍ଚିତ୍ର ନିର୍ମାଣ ହୋଇସାରିଛି । କିନ୍ତୁ ଅଧିକାଂଶ ପୁରୁଣା ଚଳଚ୍ଚିତ୍ରର ପ୍ରିଣ୍ଟ ନଷ୍ଟ ହୋଇଯାଇଛି । ସରକାର ଅଭିଲେଖାଗାର ପ୍ରତିଷ୍ଠା ପାଇଁ ଜମି ଚିହ୍ନଟ କରିଥିଲେ ମଧ୍ୟ ଅର୍ଥ ଅଭାବରୁ କାର୍ଯ୍ୟ ଆଗେଇ ପାରିନାହିଁ । ଚଳଚ୍ଚିତ୍ର ଜଗତର ବିଶିଷ୍ଟ ବ୍ୟକ୍ତିମାନେ ଏ ଦିଗରେ ଶୀଘ୍ର ପଦକ୍ଷେପ ନେବାକୁ ସରକାରଙ୍କୁ ଦାବି କରିଛନ୍ତି । ପୁରୁଣା ଚଳଚ୍ଚିତ୍ରଗୁଡ଼ିକୁ ଡିଜିଟାଲ ରୂପରେ ସଂରକ୍ଷଣ କଲେ ଆଗାମୀ ପିଢ଼ି ଓଡ଼ିଆ ଚଳଚ୍ଚିତ୍ରର ଇତିହାସ ସମ୍ପର୍କରେ ଜାଣିପାରିବେ ବୋଲି ସେମାନେ ମତ ଦେଇଛନ୍ତି । [696,1641,918,1834]
table-row [933,1796,1488,1813]
music-photo-caption: ଓଡ଼ିଶୀ ସଙ୍ଗୀତ ପରିବେଷଣ କରୁଛନ୍ତି ଆରତୀ ମିଶ୍ର ଓ ବିଜୟ କୁମାର ଜେନା । [1049,1100,1403,1114]
table-cell: ୨,୦୦୦ [1307,1745,1426,1762]
events-section-heading: ଭୁବନେଶ୍ୱର [90,197,154,212]
table-header-cell: ସଂକ୍ଷିପ୍ତ ବିବରଣୀ [1122,1677,1246,1694]
story3-body-col-2: ଭୁବନେଶ୍ୱର: ଶ୍ୟାମ ଯା ଯା ଲୋଡ଼ା ନାହିଁ ତୋ ପୀରତି ସଙ୍ଗୀତରେ ପ୍ରସ୍ତୁତିରେ ଆରମ୍ଭ ହୋଇଥିବା ଓଡ଼ିଶୀ ସଙ୍ଗୀତ ଉତ୍ସବର ଦ୍ୱିତୀୟ ସନ୍ଧ୍ୟା ଦର୍ଶକଙ୍କୁ ମନ୍ତ୍ରମୁଗ୍ଧ କରିଥିଲା । ରବୀନ୍ଦ୍ର ମଣ୍ଡପରେ ଆୟୋଜିତ ଏହି ଉତ୍ସବରେ ବିଶିଷ୍ଟ କଳାକାରମାନେ ପାରମ୍ପରିକ ଓଡ଼ିଶୀ ସଙ୍ଗୀତ ପରିବେଷଣ କରିଥିଲେ । ପ୍ରଥମ ପର୍ଯ୍ୟାୟରେ ଆରତୀ ମିଶ୍ର ଚମ୍ପୂ ଓ ଛାନ୍ଦ ଗାନ କରି ଦର୍ଶକଙ୍କ ପ୍ରଶଂସା ଲାଭ କରିଥିଲେ । ପରେ ବିଜୟ କୁମାର ଜେନାଙ୍କ ସୁମଧୁର କଣ୍ଠରେ ଉପେନ୍ଦ୍ର ଭଞ୍ଜଙ୍କ ରଚନା ପରିବେଷିତ ହୋଇଥିଲା । ତବଲାରେ ସଙ୍ଗତ କରିଥିଲେ ଗୁରୁ ଧନେଶ୍ୱର ସ୍ୱାଇଁ ଏବଂ ହାରମୋନିୟମରେ ରାମହରି ଦାସ । ଉତ୍ସବର ଶେଷ ସନ୍ଧ୍ୟାରେ ବିଶିଷ୍ଟ ଗୁରୁମାନଙ୍କୁ ସମ୍ମାନିତ କରାଯିବ ବୋଲି ଆୟୋଜକମାନେ ସୂଚନା ଦେଇଛନ୍ତି । [976,1227,1228,1420]
dateline-city: ଭୁବନେଶ୍ୱର [6,100,80,118]
ad-footer: ଟେଣ୍ଡର ଦଲିଲ ଡାଉନଲୋଡ ପାଇଁ www.ireps.gov.in ଦେଖନ୍ତୁ । ଅଧିକ ସୂଚନା ପାଇଁ ମୁଖ୍ୟ ସାମଗ୍ରୀ ପରିଚାଳକଙ୍କ କାର୍ଯ୍ୟାଳୟ ସହ ଯୋଗାଯୋଗ କରନ୍ତୁ । [932,1871,1488,1895]
table-cell: ପେଣ୍ଟ ଓ ଭାର୍ଣ୍ଣିସ [1122,1830,1246,1847]
table-cell: ୨୫.୦୨.୧୩ [1047,1830,1122,1847]
story2-body-col-3: ପୁରୀ ଅଫିସ: ପୋଲିସ ବିଭାଗରେ କାର୍ଯ୍ୟରତ ଜଣେ ମହିଳା ଗୃହରକ୍ଷୀଙ୍କୁ ଯୌନ ନିର୍ଯାତନା ଦିଆଯାଉଥିବା ଅଭିଯୋଗ ହୋଇଛି । ସେହି ଥାନାର ପୁରୁଷ ଅଧିକାରୀଙ୍କ ବିରୋଧରେ ପୀଡ଼ିତା ଲିଖିତ ଅଭିଯୋଗ କରିଛନ୍ତି । ଅଭିଯୋଗ ଅନୁସାରେ ଦୀର୍ଘ ଦିନ ଧରି ଅଧିକାରୀ ଜଣକ ତାଙ୍କୁ ମାନସିକ ଓ ଶାରୀରିକ ନିର୍ଯାତନା ଦେଉଥିଲେ । ଏ ସମ୍ପର୍କରେ ଜିଲ୍ଲା ପୋଲିସ ଅଧୀକ୍ଷକ ତଦନ୍ତ ପାଇଁ ନିର୍ଦ୍ଦେଶ ଦେଇଛନ୍ତି । ମହିଳା ସଂଗଠନଗୁଡ଼ିକ ଏହି ଘଟଣାକୁ ତୀବ୍ର ନିନ୍ଦା କରିବା ସହ ଦୋଷୀଙ୍କ ବିରୋଧରେ କାର୍ଯ୍ୟାନୁଷ୍ଠାନ ଦାବି କରିଛନ୍ତି । ତଦନ୍ତ ରିପୋର୍ଟ ମିଳିବା ପରେ ଆବଶ୍ୟକ ପଦକ୍ଷେପ ନିଆଯିବ ବୋଲି ପୋଲିସ ସୂଚନା ଦେଇଛି । [474,809,698,987]
story2-body-col-2: ପୁରୀ ଅଫିସ: ପୋଲିସ ବିଭାଗରେ କାର୍ଯ୍ୟରତ ଜଣେ ମହିଳା ଗୃହରକ୍ଷୀଙ୍କୁ ଯୌନ ନିର୍ଯାତନା ଦିଆଯାଉଥିବା ଅଭିଯୋଗ ହୋଇଛି । ସେହି ଥାନାର ପୁରୁଷ ଅଧିକାରୀଙ୍କ ବିରୋଧରେ ପୀଡ଼ିତା ଲିଖିତ ଅଭିଯୋଗ କରିଛନ୍ତି । ଅଭିଯୋଗ ଅନୁସାରେ ଦୀର୍ଘ ଦିନ ଧରି ଅଧିକାରୀ ଜଣକ ତାଙ୍କୁ ମାନସିକ ଓ ଶାରୀରିକ ନିର୍ଯାତନା ଦେଉଥିଲେ । ଏ ସମ୍ପର୍କରେ ଜିଲ୍ଲା ପୋଲିସ ଅଧୀକ୍ଷକ ତଦନ୍ତ ପାଇଁ ନିର୍ଦ୍ଦେଶ ଦେଇଛନ୍ତି । ମହିଳା ସଂଗଠନଗୁଡ଼ିକ ଏହି ଘଟଣାକୁ ତୀବ୍ର ନିନ୍ଦା କରିବା ସହ ଦୋଷୀଙ୍କ ବିରୋଧରେ କାର୍ଯ୍ୟାନୁଷ୍ଠାନ ଦାବି କରିଛନ୍ତି । ତଦନ୍ତ ରିପୋର୍ଟ ମିଳିବା ପରେ ଆବଶ୍ୟକ ପଦକ୍ଷେପ ନିଆଯିବ ବୋଲି ପୋଲିସ ସୂଚନା ଦେଇଛି । [240,809,464,987]
table-cell: ୫,୦୦୦ [1307,1813,1426,1830]
page-number: ୭ [1438,30,1462,71]
table-cell: ରବର ପ୍ୟାଡ [1122,1779,1246,1796]
table-header-cell: ଟେଣ୍ଡର ନଂ. [981,1677,1047,1694]
